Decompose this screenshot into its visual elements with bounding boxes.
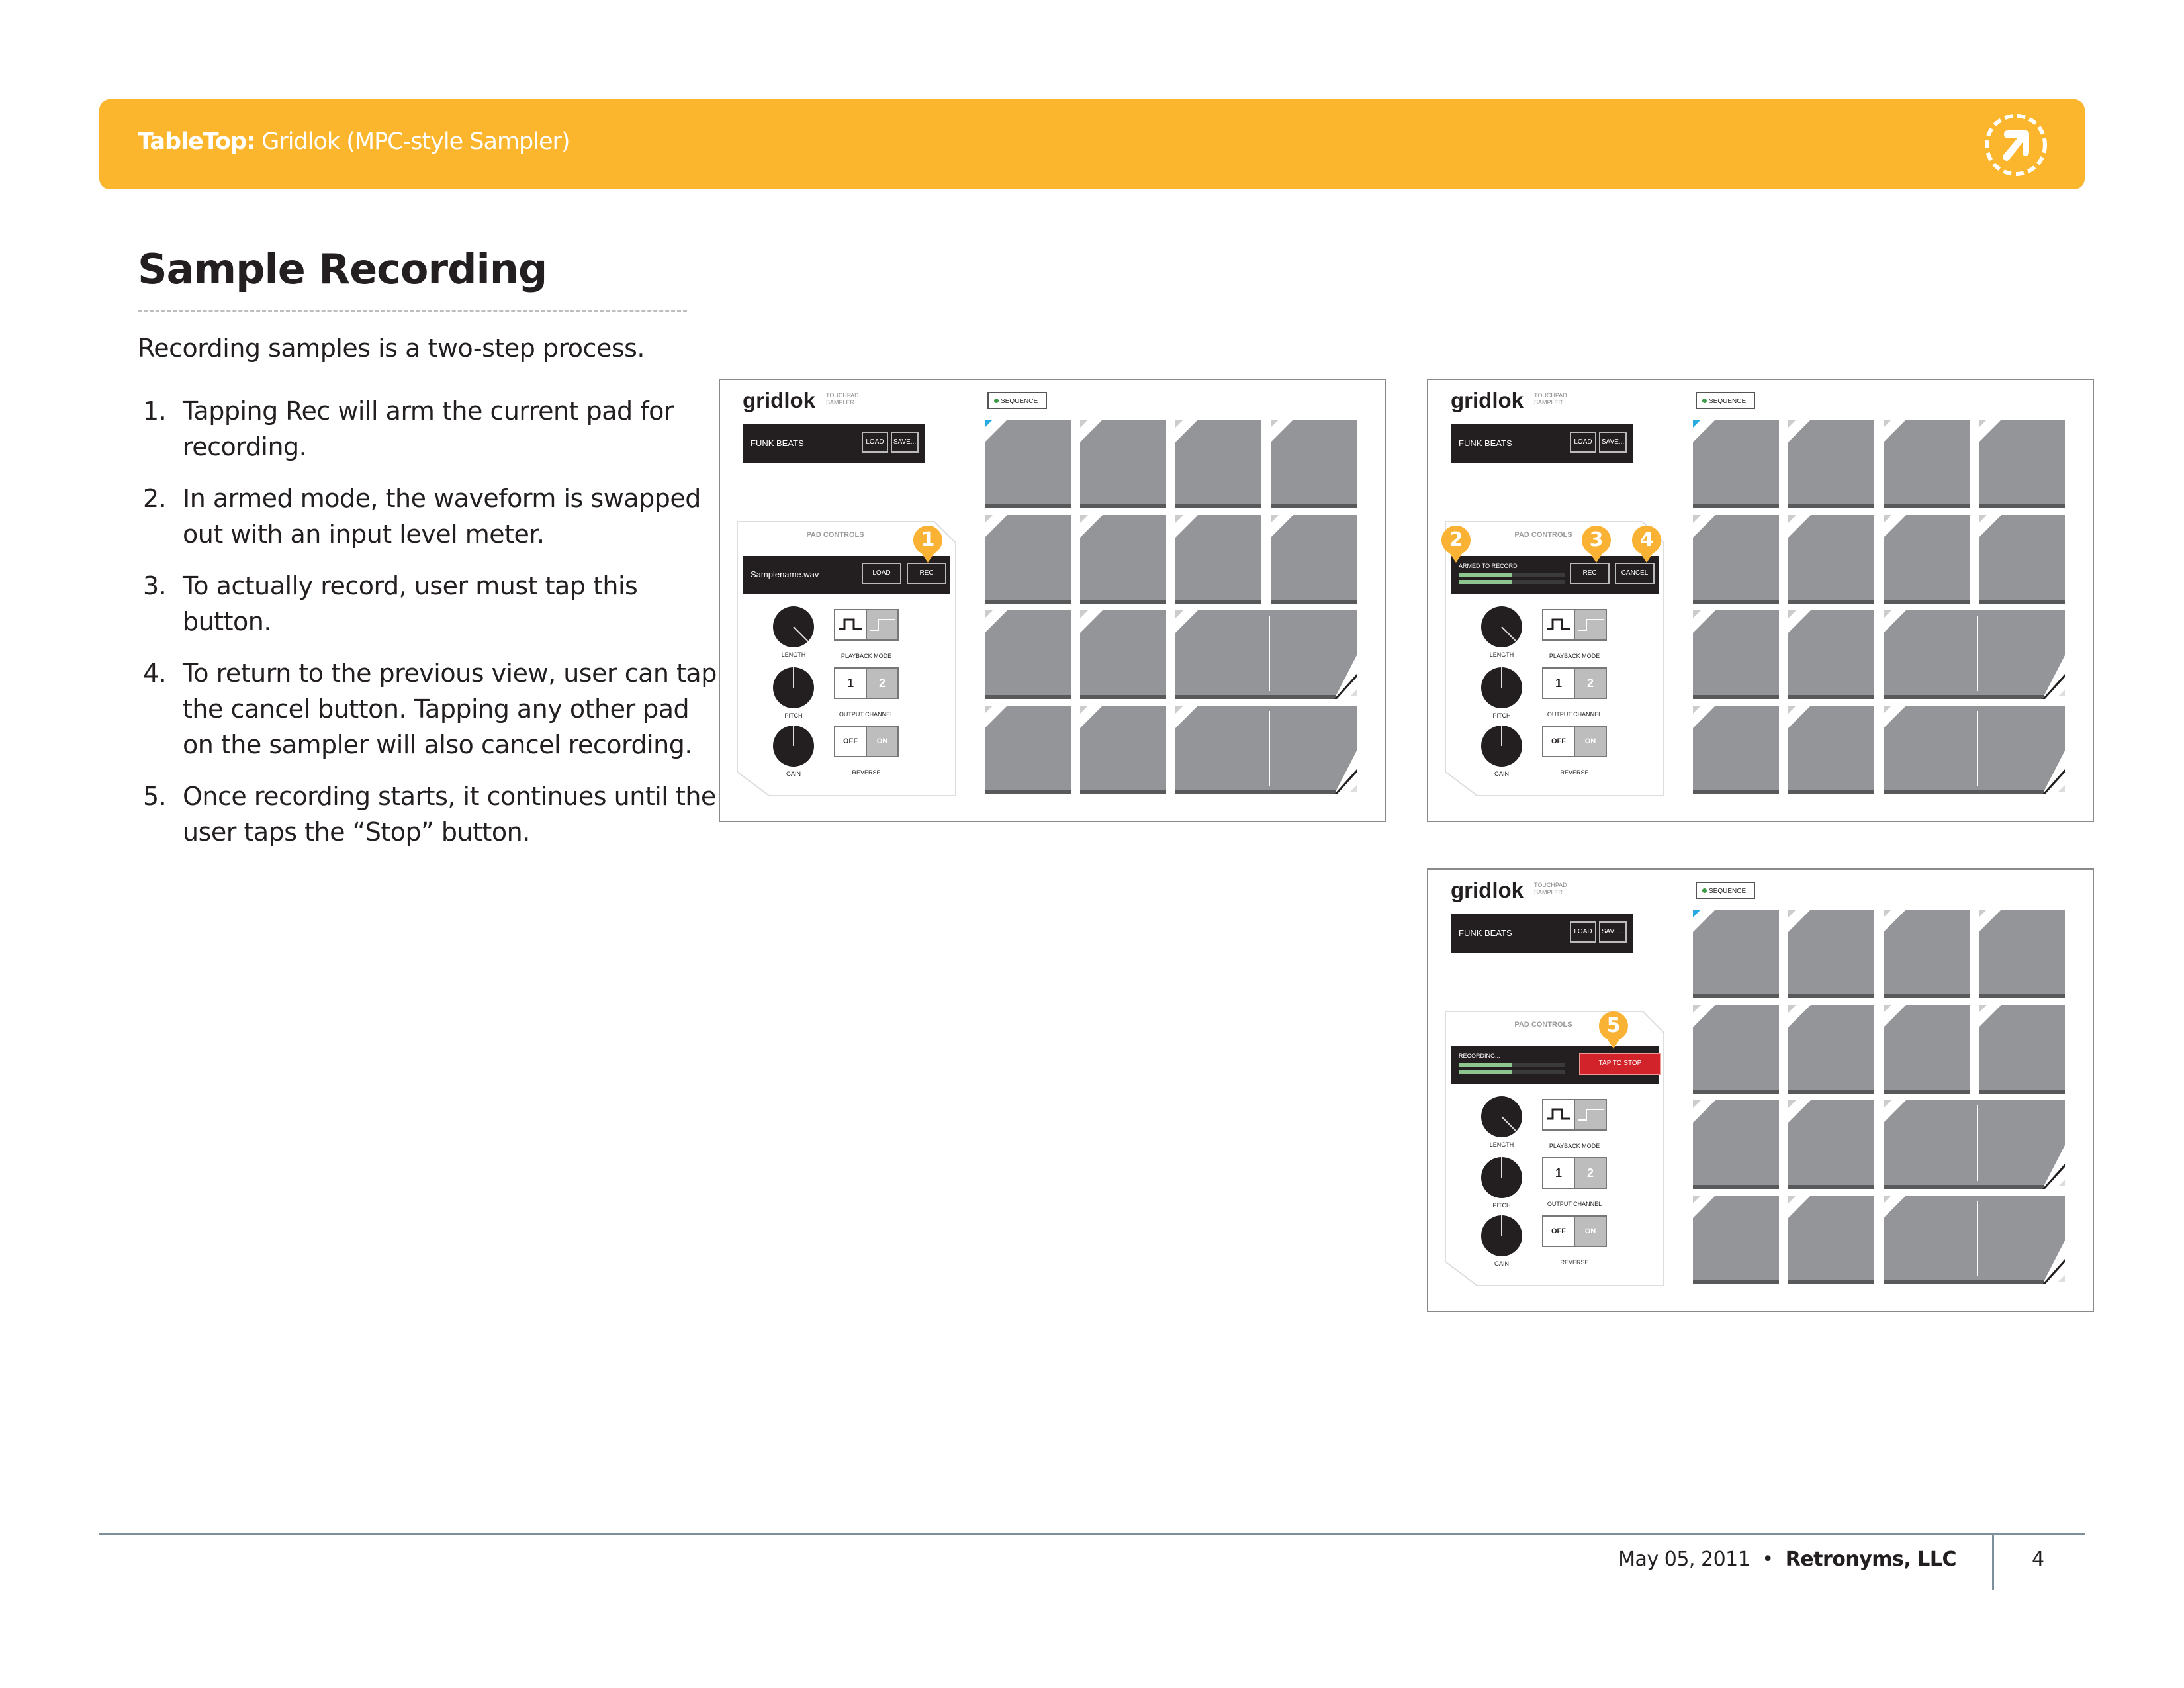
sequence-button[interactable] (1696, 882, 1755, 899)
reverse-on-option[interactable]: ON (1574, 727, 1606, 756)
sample-pad[interactable] (1884, 910, 1970, 1001)
pitch-knob[interactable] (1481, 667, 1522, 708)
sample-pad[interactable] (1788, 910, 1874, 1001)
callout-marker (1631, 524, 1662, 565)
sample-pad[interactable] (1979, 420, 2065, 511)
callout-number: 1 (921, 528, 935, 551)
length-label: LENGTH (1489, 1141, 1514, 1148)
sample-bar (1451, 556, 1659, 594)
tap-to-stop-button[interactable]: TAP TO STOP (1579, 1053, 1661, 1075)
output-channel-label: OUTPUT CHANNEL (1547, 1201, 1602, 1207)
reverse-off-option[interactable]: OFF (1543, 1217, 1574, 1246)
reverse-off-option[interactable]: OFF (835, 727, 866, 756)
kit-load-button[interactable]: LOAD (862, 432, 888, 453)
sample-pad[interactable] (1788, 420, 1874, 511)
kit-load-button[interactable]: LOAD (1570, 921, 1596, 943)
sample-pad[interactable] (1693, 1005, 1779, 1096)
steps-list (138, 393, 720, 866)
app-subtitle (1534, 392, 1567, 406)
channel-2-option[interactable]: 2 (866, 669, 897, 698)
sample-bar (1451, 1046, 1659, 1084)
kit-name: FUNK BEATS (1459, 928, 1512, 938)
output-channel-label: OUTPUT CHANNEL (1547, 711, 1602, 718)
app-subtitle-line: TOUCHPAD (1534, 392, 1567, 399)
sample-pad-wide[interactable] (1884, 1100, 2065, 1192)
kit-name: FUNK BEATS (751, 438, 804, 448)
sample-pad[interactable] (1788, 1100, 1874, 1192)
gain-label: GAIN (1494, 771, 1509, 777)
footer-vertical-divider (1992, 1533, 1994, 1590)
meter-label: RECORDING... (1459, 1053, 1500, 1059)
reverse-label: REVERSE (852, 769, 881, 776)
step-number: 4. (143, 659, 167, 688)
kit-name: FUNK BEATS (1459, 438, 1512, 448)
sample-pad[interactable] (1175, 420, 1261, 511)
footer-company: Retronyms, LLC (1785, 1548, 1956, 1571)
app-subtitle (1534, 882, 1567, 896)
pitch-label: PITCH (1492, 1202, 1511, 1209)
sequence-button[interactable] (987, 392, 1047, 409)
channel-1-option[interactable]: 1 (1543, 1158, 1574, 1188)
kit-bar (743, 424, 925, 463)
reverse-on-option[interactable]: ON (866, 727, 897, 756)
pitch-label: PITCH (784, 712, 803, 719)
reverse-toggle[interactable] (1542, 1215, 1607, 1247)
meter-fill (1459, 1063, 1512, 1067)
gate-mode-icon[interactable] (1574, 1100, 1606, 1129)
footer-separator: • (1762, 1548, 1774, 1571)
gain-label: GAIN (1494, 1260, 1509, 1267)
reverse-on-option[interactable]: ON (1574, 1217, 1606, 1246)
step-number: 5. (143, 782, 167, 811)
sample-pad[interactable] (985, 515, 1071, 606)
length-label: LENGTH (781, 651, 806, 658)
sample-name: Samplename.wav (751, 569, 819, 579)
kit-save-button[interactable]: SAVE... (891, 432, 919, 453)
sample-pad[interactable] (1271, 420, 1357, 511)
step-number: 3. (143, 571, 167, 600)
output-channel-toggle[interactable] (1542, 667, 1607, 699)
app-subtitle-line: TOUCHPAD (826, 392, 859, 399)
header-brand: TableTop: (138, 128, 255, 155)
footer-info (1618, 1548, 1956, 1571)
knob-indicator (1501, 1215, 1502, 1236)
sample-load-button[interactable]: LOAD (862, 563, 901, 584)
pad-controls-panel (1444, 1010, 1665, 1287)
sample-pad[interactable] (1693, 1100, 1779, 1192)
app-subtitle (826, 392, 859, 406)
reverse-label: REVERSE (1560, 769, 1589, 776)
sample-pad[interactable] (1884, 1005, 1970, 1096)
app-logo: gridlok (1451, 878, 1524, 902)
pitch-knob[interactable] (1481, 1157, 1522, 1198)
playback-mode-label: PLAYBACK MODE (1549, 653, 1600, 659)
input-level-meter (1459, 580, 1565, 584)
gain-knob[interactable] (773, 726, 814, 767)
step-text: Tapping Rec will arm the current pad for recording. (183, 397, 674, 461)
reverse-off-option[interactable]: OFF (1543, 727, 1574, 756)
step-item (138, 481, 720, 552)
step-item (138, 393, 720, 465)
sequence-button[interactable] (1696, 392, 1755, 409)
knob-indicator (793, 667, 794, 688)
pad-controls-title: PAD CONTROLS (1514, 1021, 1572, 1029)
screen-armed (1427, 379, 2094, 822)
sample-pad[interactable] (1884, 420, 1970, 511)
step-number: 1. (143, 397, 167, 426)
pad-controls-title: PAD CONTROLS (1514, 531, 1572, 539)
step-number: 2. (143, 484, 167, 513)
knob-indicator (1501, 1116, 1516, 1131)
meter-fill (1459, 580, 1512, 584)
sample-pad[interactable] (1979, 515, 2065, 606)
sample-pad[interactable] (1884, 515, 1970, 606)
gate-mode-icon[interactable] (866, 610, 897, 639)
one-shot-mode-icon[interactable] (1543, 610, 1574, 639)
rec-button[interactable]: REC (907, 563, 946, 584)
sample-pad[interactable] (985, 610, 1071, 702)
gate-mode-icon[interactable] (1574, 610, 1606, 639)
page-title: Sample Recording (138, 245, 547, 293)
screen-idle (719, 379, 1386, 822)
one-shot-mode-icon[interactable] (1543, 1100, 1574, 1129)
callout-marker (1598, 1010, 1629, 1051)
pitch-label: PITCH (1492, 712, 1511, 719)
length-knob[interactable] (1481, 1096, 1522, 1137)
playback-mode-toggle[interactable] (1542, 609, 1607, 641)
sample-pad[interactable] (1693, 910, 1779, 1001)
title-divider (138, 310, 687, 312)
output-channel-toggle[interactable] (1542, 1157, 1607, 1189)
sample-pad[interactable] (1788, 515, 1874, 606)
status-dot-icon (1702, 399, 1707, 403)
cancel-button[interactable]: CANCEL (1615, 563, 1655, 584)
step-item (138, 568, 720, 639)
sample-pad-wide[interactable] (1884, 1196, 2065, 1287)
sequence-label: SEQUENCE (1001, 398, 1038, 405)
screen-recording (1427, 868, 2094, 1312)
length-label: LENGTH (1489, 651, 1514, 658)
gain-knob[interactable] (1481, 1215, 1522, 1256)
callout-marker (1580, 524, 1612, 565)
sample-pad[interactable] (1788, 1005, 1874, 1096)
sample-pad[interactable] (1693, 1196, 1779, 1287)
status-dot-icon (994, 399, 999, 403)
sample-pad[interactable] (1693, 706, 1779, 797)
sample-pad[interactable] (1788, 706, 1874, 797)
meter-label: ARMED TO RECORD (1459, 563, 1518, 569)
callout-number: 4 (1639, 528, 1654, 551)
gain-knob[interactable] (1481, 726, 1522, 767)
playback-mode-label: PLAYBACK MODE (841, 653, 892, 659)
retronyms-arrow-logo-icon (1981, 111, 2050, 179)
app-logo: gridlok (1451, 388, 1524, 412)
callout-marker (1440, 524, 1472, 565)
sample-pad[interactable] (1979, 910, 2065, 1001)
sample-pad[interactable] (1693, 610, 1779, 702)
playback-mode-toggle[interactable] (834, 609, 899, 641)
length-knob[interactable] (1481, 606, 1522, 647)
knob-indicator (1501, 1157, 1502, 1178)
page-number: 4 (2032, 1548, 2045, 1571)
sample-pad[interactable] (1693, 515, 1779, 606)
length-knob[interactable] (773, 606, 814, 647)
callout-number: 3 (1589, 528, 1604, 551)
input-level-meter (1459, 573, 1565, 577)
channel-2-option[interactable]: 2 (1574, 1158, 1606, 1188)
input-level-meter (1459, 1070, 1565, 1074)
footer-date: May 05, 2011 (1618, 1548, 1751, 1571)
step-item (138, 655, 720, 763)
sample-pad[interactable] (1271, 515, 1357, 606)
status-dot-icon (1702, 888, 1707, 893)
playback-mode-label: PLAYBACK MODE (1549, 1143, 1600, 1149)
kit-bar (1451, 914, 1633, 953)
sequence-label: SEQUENCE (1709, 888, 1747, 895)
sample-pad[interactable] (1080, 706, 1166, 797)
app-logo: gridlok (743, 388, 816, 412)
app-subtitle-line: TOUCHPAD (1534, 882, 1567, 888)
kit-save-button[interactable]: SAVE... (1599, 432, 1627, 453)
sample-pad[interactable] (985, 420, 1071, 511)
app-subtitle-line: SAMPLER (826, 399, 855, 406)
pad-controls-title: PAD CONTROLS (806, 531, 864, 539)
sample-pad-wide[interactable] (1175, 610, 1357, 702)
sample-pad[interactable] (1080, 420, 1166, 511)
input-level-meter (1459, 1063, 1565, 1067)
rec-button[interactable]: REC (1570, 563, 1610, 584)
reverse-toggle[interactable] (834, 726, 899, 757)
knob-indicator (793, 726, 794, 746)
knob-indicator (1501, 626, 1516, 641)
channel-1-option[interactable]: 1 (835, 669, 866, 698)
sample-pad[interactable] (1788, 610, 1874, 702)
intro-text: Recording samples is a two-step process. (138, 334, 645, 363)
meter-fill (1459, 1070, 1512, 1074)
sample-pad[interactable] (985, 706, 1071, 797)
step-text: To return to the previous view, user can tap the cancel button. Tapping any other pad on the sampler will also cancel recording. (183, 659, 717, 759)
one-shot-mode-icon[interactable] (835, 610, 866, 639)
output-channel-toggle[interactable] (834, 667, 899, 699)
channel-2-option[interactable]: 2 (1574, 669, 1606, 698)
sequence-label: SEQUENCE (1709, 398, 1747, 405)
sample-pad[interactable] (1080, 515, 1166, 606)
reverse-toggle[interactable] (1542, 726, 1607, 757)
header-title (138, 128, 570, 155)
step-text: In armed mode, the waveform is swapped out with an input level meter. (183, 484, 701, 549)
kit-bar (1451, 424, 1633, 463)
kit-load-button[interactable]: LOAD (1570, 432, 1596, 453)
step-text: Once recording starts, it continues until the user taps the “Stop” button. (183, 782, 716, 847)
knob-indicator (793, 626, 808, 641)
sample-pad[interactable] (1788, 1196, 1874, 1287)
step-text: To actually record, user must tap this button. (183, 571, 638, 636)
channel-1-option[interactable]: 1 (1543, 669, 1574, 698)
step-item (138, 778, 720, 850)
output-channel-label: OUTPUT CHANNEL (839, 711, 894, 718)
sample-pad[interactable] (1080, 610, 1166, 702)
app-subtitle-line: SAMPLER (1534, 889, 1563, 896)
pitch-knob[interactable] (773, 667, 814, 708)
app-subtitle-line: SAMPLER (1534, 399, 1563, 406)
knob-indicator (1501, 667, 1502, 688)
sample-pad-wide[interactable] (1175, 706, 1357, 797)
sample-pad[interactable] (1693, 420, 1779, 511)
gain-label: GAIN (786, 771, 801, 777)
meter-fill (1459, 573, 1512, 577)
header-document-title: Gridlok (MPC-style Sampler) (261, 128, 570, 155)
sample-pad[interactable] (1979, 1005, 2065, 1096)
sample-pad-wide[interactable] (1884, 706, 2065, 797)
sample-pad-wide[interactable] (1884, 610, 2065, 702)
knob-indicator (1501, 726, 1502, 746)
reverse-label: REVERSE (1560, 1259, 1589, 1266)
callout-number: 5 (1606, 1014, 1621, 1037)
playback-mode-toggle[interactable] (1542, 1099, 1607, 1131)
sample-pad[interactable] (1175, 515, 1261, 606)
callout-number: 2 (1449, 528, 1463, 551)
header-bar (99, 99, 2085, 189)
footer-divider (99, 1533, 2085, 1535)
callout-marker (912, 524, 944, 565)
kit-save-button[interactable]: SAVE... (1599, 921, 1627, 943)
